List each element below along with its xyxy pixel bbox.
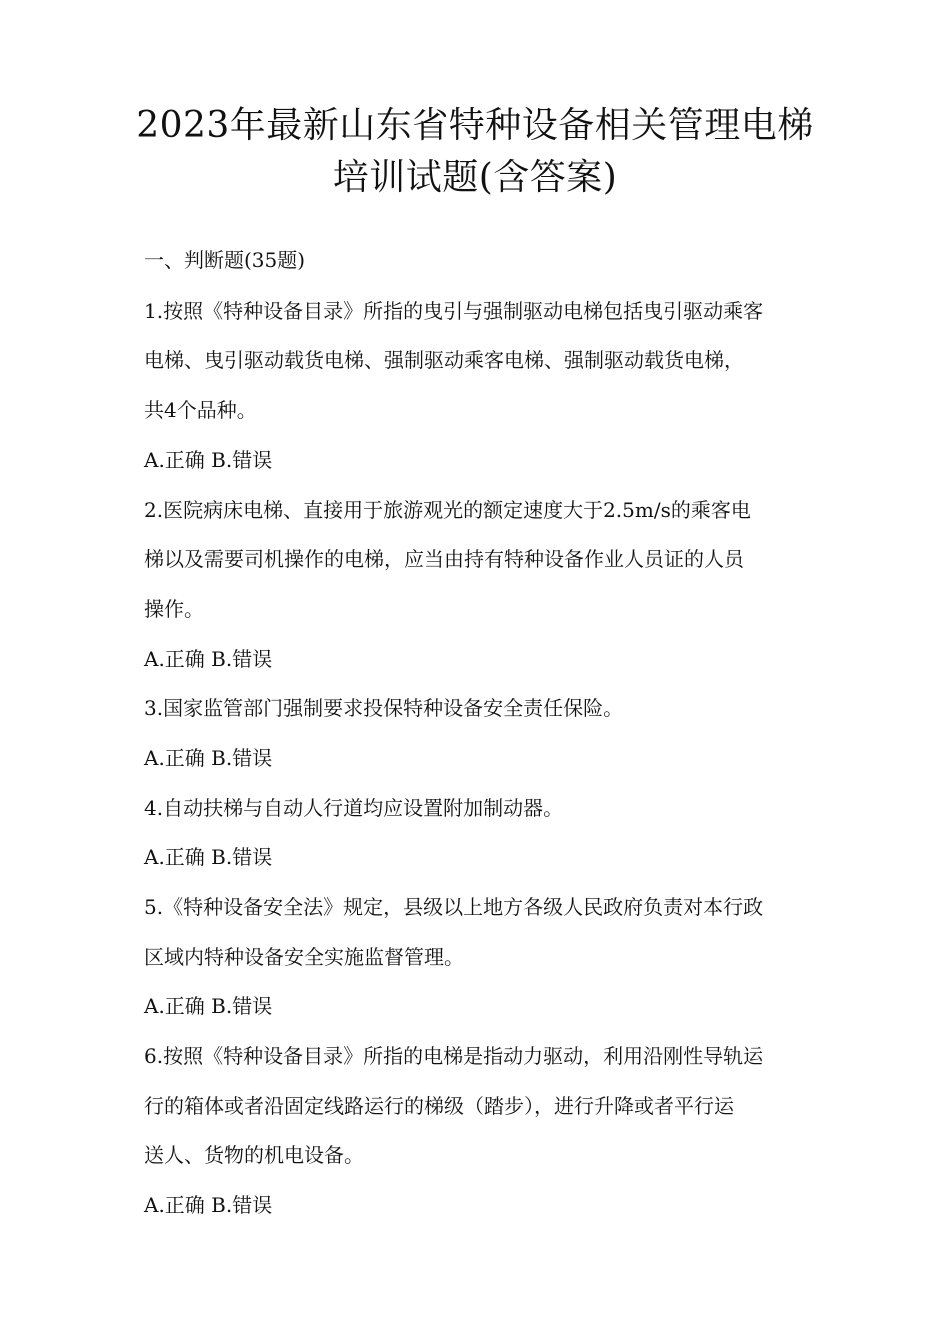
question-5-line-2: 区域内特种设备安全实施监督管理。 [144, 945, 464, 969]
question-5-options: A.正确 B.错误 [144, 994, 273, 1018]
document-title-line-1: 2023年最新山东省特种设备相关管理电梯 [136, 105, 814, 146]
question-3-line-1: 3.国家监管部门强制要求投保特种设备安全责任保险。 [144, 696, 624, 720]
question-1-options: A.正确 B.错误 [144, 448, 273, 472]
question-2-line-2: 梯以及需要司机操作的电梯，应当由持有特种设备作业人员证的人员 [144, 547, 744, 571]
question-6-line-1: 6.按照《特种设备目录》所指的电梯是指动力驱动，利用沿刚性导轨运 [144, 1044, 764, 1068]
question-4-options: A.正确 B.错误 [144, 845, 273, 869]
question-6-line-3: 送人、货物的机电设备。 [144, 1143, 364, 1167]
section-heading: 一、判断题(35题) [144, 248, 306, 272]
question-1-line-3: 共4个品种。 [144, 398, 257, 422]
question-6-line-2: 行的箱体或者沿固定线路运行的梯级（踏步），进行升降或者平行运 [144, 1094, 734, 1118]
question-5-line-1: 5.《特种设备安全法》规定，县级以上地方各级人民政府负责对本行政 [144, 895, 764, 919]
question-2-line-3: 操作。 [144, 597, 204, 621]
document-title-line-2: 培训试题(含答案) [332, 157, 618, 198]
question-2-options: A.正确 B.错误 [144, 647, 273, 671]
question-2-line-1: 2.医院病床电梯、直接用于旅游观光的额定速度大于2.5m/s的乘客电 [144, 498, 751, 522]
question-1-line-2: 电梯、曳引驱动载货电梯、强制驱动乘客电梯、强制驱动载货电梯， [144, 348, 744, 372]
question-4-line-1: 4.自动扶梯与自动人行道均应设置附加制动器。 [144, 796, 564, 820]
question-3-options: A.正确 B.错误 [144, 746, 273, 770]
question-6-options: A.正确 B.错误 [144, 1193, 273, 1217]
question-1-line-1: 1.按照《特种设备目录》所指的曳引与强制驱动电梯包括曳引驱动乘客 [144, 299, 764, 323]
